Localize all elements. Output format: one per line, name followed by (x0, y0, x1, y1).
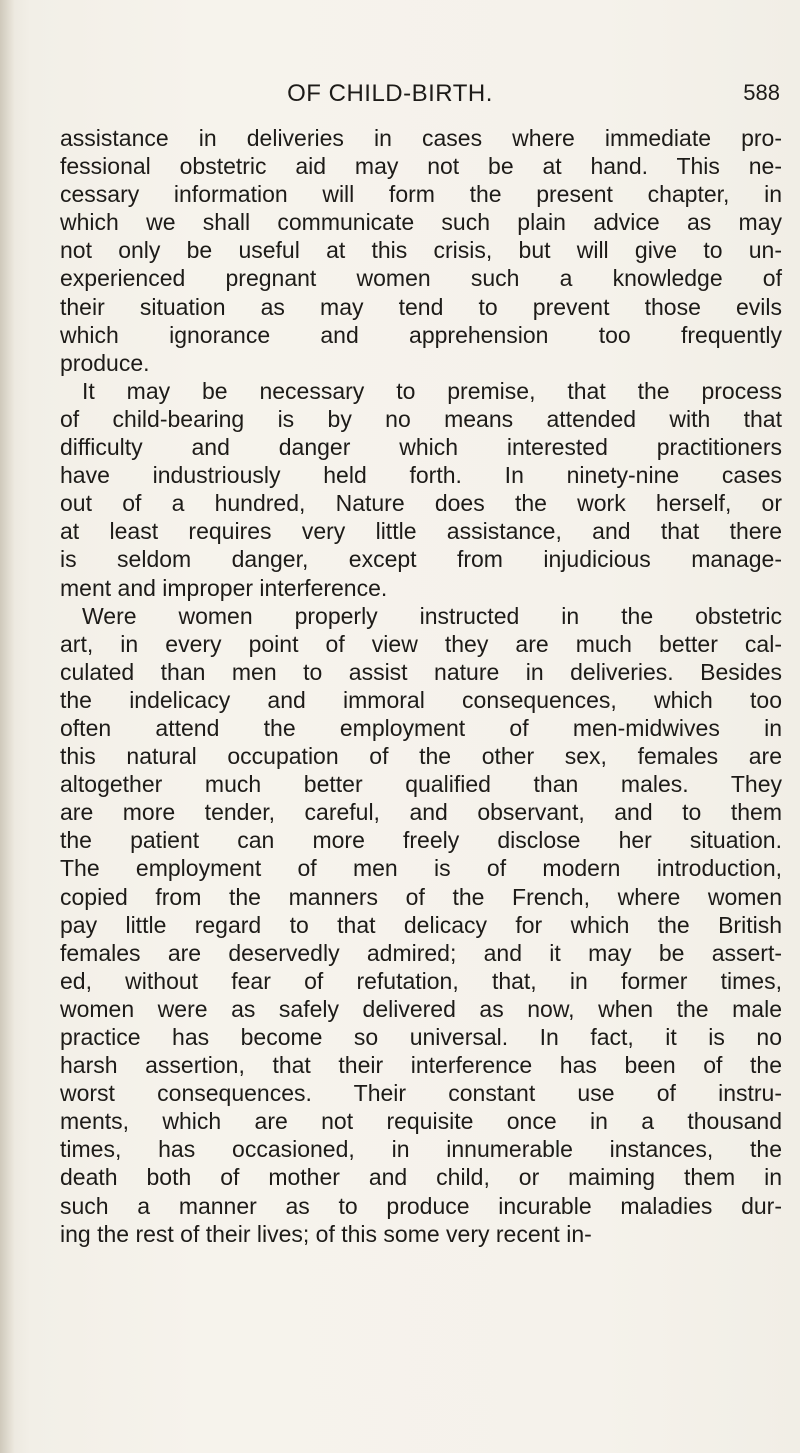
text-line: ed, without fear of refutation, that, in former times, (60, 967, 782, 994)
running-title: OF CHILD-BIRTH. (287, 80, 493, 107)
text-line: art, in every point of view they are much better cal- (60, 630, 782, 657)
text-line: produce. (60, 349, 150, 376)
text-line: pay little regard to that delicacy for which the British (60, 911, 782, 938)
text-line: Were women properly instructed in the obstetric (82, 602, 782, 629)
text-line: It may be necessary to premise, that the process (82, 377, 782, 404)
text-line: which ignorance and apprehension too frequently (60, 321, 782, 348)
text-line: have industriously held forth. In ninety-nine cases (60, 462, 782, 489)
text-line: assistance in deliveries in cases where immediate pro- (60, 125, 782, 151)
text-line: this natural occupation of the other sex, females are (60, 743, 782, 770)
text-line: often attend the employment of men-midwives in (60, 714, 782, 741)
text-line: experienced pregnant women such a knowledge of (60, 265, 782, 292)
text-line: The employment of men is of modern introduction, (60, 855, 782, 882)
text-line: not only be useful at this crisis, but will give to un- (60, 237, 782, 264)
text-line: such a manner as to produce incurable maladies dur- (60, 1192, 782, 1219)
text-line: copied from the manners of the French, where women (60, 883, 782, 910)
text-line: cessary information will form the present chapter, in (60, 181, 782, 208)
text-line: culated than men to assist nature in deliveries. Besides (60, 658, 782, 685)
text-line: fessional obstetric aid may not be at hand. This ne- (60, 153, 782, 180)
text-line: death both of mother and child, or maiming them in (60, 1164, 782, 1191)
text-line: the indelicacy and immoral consequences, which too (60, 686, 782, 713)
page-binding-edge (0, 0, 14, 1453)
text-line: ment and improper interference. (60, 574, 388, 601)
text-line: ing the rest of their lives; of this some very recent in- (60, 1220, 592, 1247)
text-line: are more tender, careful, and observant, and to them (60, 799, 782, 826)
text-line: at least requires very little assistance, and that there (60, 518, 782, 545)
text-line: altogether much better qualified than males. They (60, 771, 782, 798)
text-line: is seldom danger, except from injudicious manage- (60, 546, 782, 573)
text-line: the patient can more freely disclose her situation. (60, 827, 782, 854)
running-head (90, 78, 780, 112)
text-line: out of a hundred, Nature does the work herself, or (60, 490, 782, 517)
text-line: females are deservedly admired; and it may be assert- (60, 939, 782, 966)
text-line: harsh assertion, that their interference has been of the (60, 1052, 782, 1079)
text-line: practice has become so universal. In fact, it is no (60, 1024, 782, 1050)
text-line: times, has occasioned, in innumerable instances, the (60, 1136, 782, 1163)
text-line: their situation as may tend to prevent those evils (60, 293, 782, 320)
body-text (60, 124, 782, 1248)
page-number: 588 (743, 80, 780, 105)
text-line: worst consequences. Their constant use of instru- (60, 1080, 782, 1107)
text-line: ments, which are not requisite once in a thousand (60, 1108, 782, 1135)
text-line: difficulty and danger which interested practitioners (60, 434, 782, 461)
text-line: which we shall communicate such plain advice as may (60, 209, 782, 236)
text-line: women were as safely delivered as now, when the male (60, 995, 782, 1022)
text-line: of child-bearing is by no means attended with that (60, 405, 782, 432)
